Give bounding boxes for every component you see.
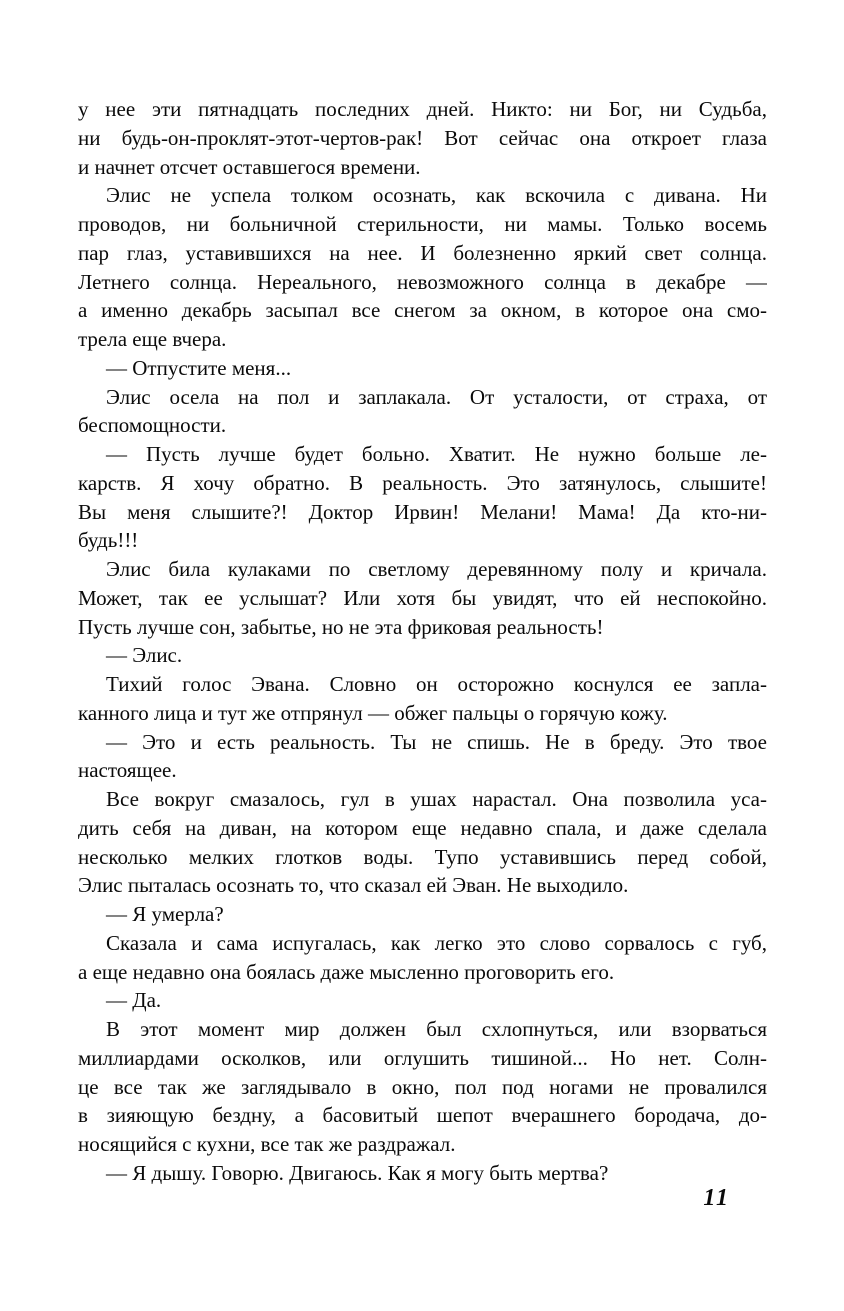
paragraph	[78, 728, 767, 786]
text-line: трела еще вчера.	[78, 327, 227, 351]
text-line: — Да.	[106, 988, 162, 1013]
text-line: в зияющую бездну, а басовитый шепот вчерашнего бородача, до-	[78, 1103, 767, 1128]
text-line: канного лица и тут же отпрянул — обжег пальцы о горячую кожу.	[78, 700, 668, 725]
paragraph	[78, 95, 767, 181]
text-line: настоящее.	[78, 758, 177, 783]
text-line: носящийся с кухни, все так же раздражал.	[78, 1132, 456, 1156]
paragraph	[78, 900, 767, 929]
paragraph	[78, 929, 767, 987]
text-line: Может, так ее услышат? Или хотя бы увидят, что ей неспокойно.	[78, 585, 767, 610]
text-line: — Это и есть реальность. Ты не спишь. Не в бреду. Это твое	[106, 729, 767, 754]
text-line: и начнет отсчет оставшегося времени.	[78, 154, 421, 179]
text-line: — Я умерла?	[106, 902, 224, 926]
text-line: — Я дышу. Говорю. Двигаюсь. Как я могу быть мертва?	[106, 1160, 609, 1185]
paragraph	[78, 1159, 767, 1188]
text-line: — Пусть лучше будет больно. Хватит. Не нужно больше ле-	[106, 442, 767, 466]
paragraph	[78, 785, 767, 900]
paragraph	[78, 354, 767, 383]
paragraph	[78, 181, 767, 354]
text-line: у нее эти пятнадцать последних дней. Никто: ни Бог, ни Судьба,	[78, 97, 767, 121]
text-line: Вы меня слышите?! Доктор Ирвин! Мелани! Мама! Да кто-ни-	[78, 499, 767, 524]
paragraph	[78, 986, 767, 1015]
text-line: це все так же заглядывало в окно, пол под ногами не провалился	[78, 1074, 767, 1099]
paragraph	[78, 555, 767, 641]
paragraph	[78, 670, 767, 728]
text-line: будь!!!	[78, 528, 139, 553]
text-line: В этот момент мир должен был схлопнуться, или взорваться	[106, 1017, 767, 1041]
text-line: беспомощности.	[78, 413, 227, 438]
text-line: проводов, ни больничной стерильности, ни мамы. Только восемь	[78, 212, 767, 236]
text-line: а именно декабрь засыпал все снегом за окном, в которое она смо-	[78, 298, 767, 323]
text-line: Летнего солнца. Нереального, невозможного солнца в декабре —	[78, 269, 767, 294]
text-line: дить себя на диван, на котором еще недавно спала, и даже сделала	[78, 815, 767, 840]
text-line: — Отпустите меня...	[106, 355, 292, 380]
text-line: Элис не успела толком осознать, как вскочила с дивана. Ни	[106, 183, 767, 208]
text-line: а еще недавно она боялась даже мысленно проговорить его.	[78, 959, 615, 984]
text-line: пар глаз, уставившихся на нее. И болезненно яркий свет солнца.	[78, 240, 767, 265]
text-line: Элис била кулаками по светлому деревянному полу и кричала.	[106, 557, 767, 581]
paragraph	[78, 440, 767, 555]
paragraph	[78, 383, 767, 441]
text-line: Все вокруг смазалось, гул в ушах нарастал. Она позволила уса-	[106, 787, 767, 811]
text-line: ни будь-он-проклят-этот-чертов-рак! Вот сейчас она откроет глаза	[78, 125, 767, 150]
text-line: карств. Я хочу обратно. В реальность. Это затянулось, слышите!	[78, 470, 767, 495]
text-line: миллиардами осколков, или оглушить тишиной... Но нет. Солн-	[78, 1045, 767, 1070]
text-line: Пусть лучше сон, забытье, но не эта фриковая реальность!	[78, 614, 604, 639]
text-line: несколько мелких глотков воды. Тупо уставившись перед собой,	[78, 844, 767, 869]
paragraph	[78, 641, 767, 670]
page-text	[78, 95, 767, 1188]
text-line: Тихий голос Эвана. Словно он осторожно коснулся ее запла-	[106, 672, 767, 696]
text-line: Элис осела на пол и заплакала. От усталости, от страха, от	[106, 384, 767, 409]
text-line: — Элис.	[106, 643, 183, 668]
text-line: Сказала и сама испугалась, как легко это слово сорвалось с губ,	[106, 930, 767, 955]
page-number: 11	[703, 1185, 730, 1211]
paragraph	[78, 1015, 767, 1159]
text-line: Элис пыталась осознать то, что сказал ей Эван. Не выходило.	[78, 873, 629, 898]
